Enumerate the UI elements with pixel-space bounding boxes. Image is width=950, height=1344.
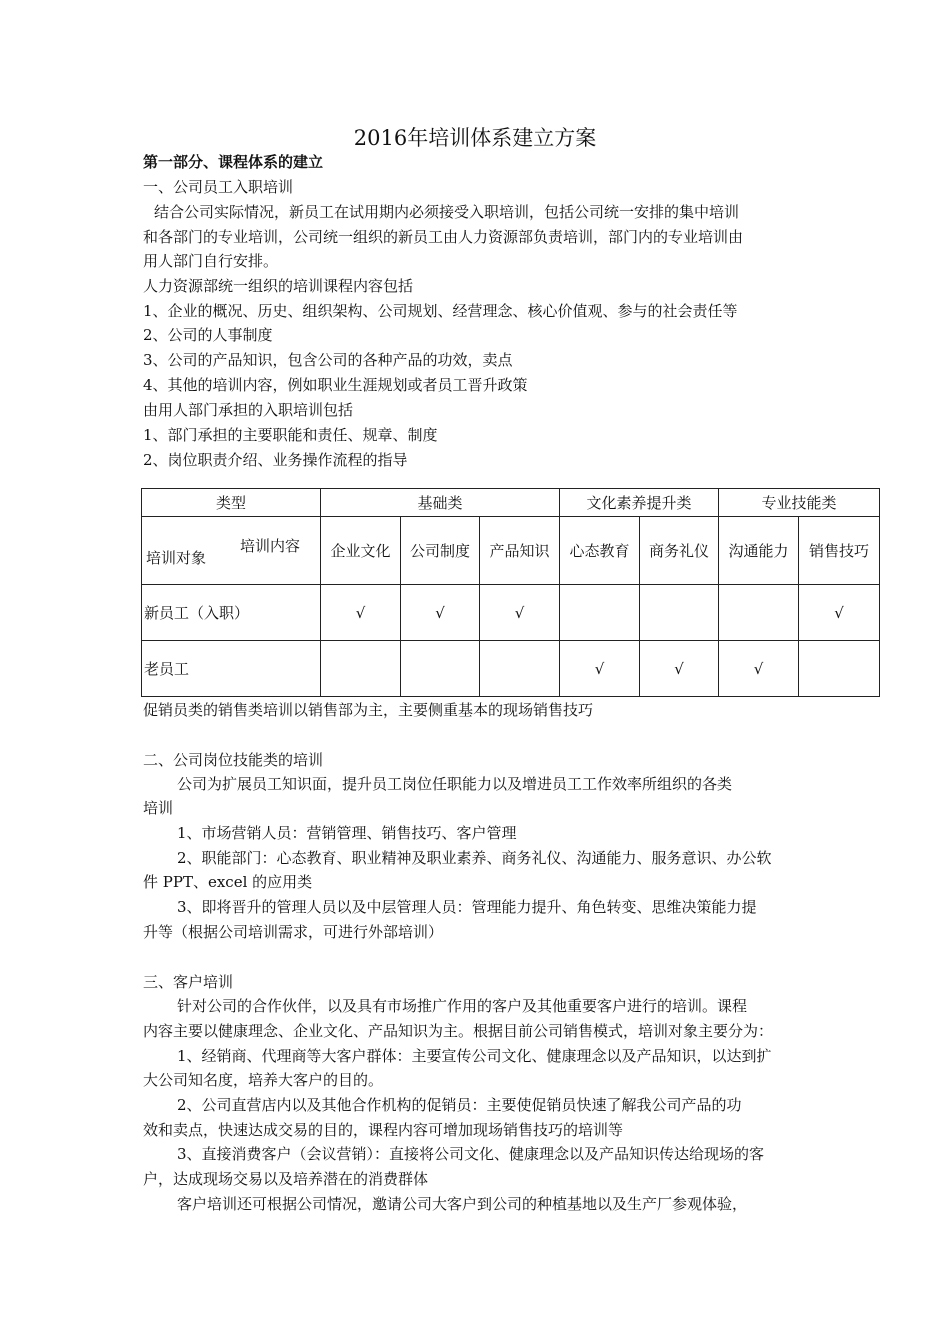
sec2-line: 3、即将晋升的管理人员以及中层管理人员：管理能力提升、角色转变、思维决策能力提 bbox=[177, 898, 757, 916]
row-label-cell: 新员工（入职） bbox=[142, 585, 321, 641]
table-row bbox=[142, 641, 880, 697]
part1-heading: 第一部分、课程体系的建立 bbox=[143, 153, 324, 171]
sec3-line: 大公司知名度，培养大客户的目的。 bbox=[143, 1071, 384, 1089]
hr-item: 4、其他的培训内容，例如职业生涯规划或者员工晋升政策 bbox=[143, 376, 528, 394]
table-subheader-row bbox=[142, 517, 880, 585]
table-note: 促销员类的销售类培训以销售部为主，主要侧重基本的现场销售技巧 bbox=[143, 701, 594, 719]
check-cell: √ bbox=[560, 641, 640, 697]
sec3-line: 3、直接消费客户（会议营销）：直接将公司文化、健康理念以及产品知识传达给现场的客 bbox=[177, 1145, 765, 1163]
check-cell bbox=[799, 641, 880, 697]
column-header-cell: 沟通能力 bbox=[719, 517, 799, 585]
dept-item: 2、岗位职责介绍、业务操作流程的指导 bbox=[143, 451, 408, 469]
check-cell bbox=[321, 641, 401, 697]
sec2-heading: 二、公司岗位技能类的培训 bbox=[143, 751, 324, 769]
check-cell bbox=[560, 585, 640, 641]
sec1-heading: 一、公司员工入职培训 bbox=[143, 178, 294, 196]
check-cell: √ bbox=[799, 585, 880, 641]
diagonal-header-top: 培训内容 bbox=[239, 537, 300, 555]
group-header-cell: 专业技能类 bbox=[719, 489, 880, 517]
type-header-cell: 类型 bbox=[142, 489, 321, 517]
check-cell bbox=[640, 585, 719, 641]
document-title: 2016年培训体系建立方案 bbox=[353, 126, 597, 150]
sec2-line: 2、职能部门：心态教育、职业精神及职业素养、商务礼仪、沟通能力、服务意识、办公软 bbox=[177, 849, 772, 867]
sec1-paragraph-line: 和各部门的专业培训，公司统一组织的新员工由人力资源部负责培训，部门内的专业培训由 bbox=[143, 228, 744, 246]
sec3-line: 内容主要以健康理念、企业文化、产品知识为主。根据目前公司销售模式，培训对象主要分为： bbox=[143, 1022, 774, 1040]
dept-intro: 由用人部门承担的入职培训包括 bbox=[143, 401, 354, 419]
check-cell bbox=[719, 585, 799, 641]
sec3-line: 2、公司直营店内以及其他合作机构的促销员：主要使促销员快速了解我公司产品的功 bbox=[177, 1096, 742, 1114]
sec3-line: 客户培训还可根据公司情况，邀请公司大客户到公司的种植基地以及生产厂参观体验， bbox=[177, 1195, 748, 1213]
check-cell: √ bbox=[401, 585, 480, 641]
hr-item: 2、公司的人事制度 bbox=[143, 326, 273, 344]
sec1-paragraph-line: 结合公司实际情况，新员工在试用期内必须接受入职培训，包括公司统一安排的集中培训 bbox=[154, 203, 740, 221]
table-header-row bbox=[142, 489, 880, 517]
training-matrix-table bbox=[141, 488, 880, 697]
sec2-line: 1、市场营销人员：营销管理、销售技巧、客户管理 bbox=[177, 824, 517, 842]
hr-item: 3、公司的产品知识，包含公司的各种产品的功效，卖点 bbox=[143, 351, 513, 369]
diagonal-header-bottom: 培训对象 bbox=[146, 549, 207, 567]
dept-item: 1、部门承担的主要职能和责任、规章、制度 bbox=[143, 426, 438, 444]
group-header-cell: 文化素养提升类 bbox=[560, 489, 719, 517]
sec3-line: 户，达成现场交易以及培养潜在的消费群体 bbox=[143, 1170, 429, 1188]
sec2-line: 件 PPT、excel 的应用类 bbox=[143, 873, 313, 891]
hr-item: 1、企业的概况、历史、组织架构、公司规划、经营理念、核心价值观、参与的社会责任等 bbox=[143, 302, 738, 320]
sec3-line: 1、经销商、代理商等大客户群体：主要宣传公司文化、健康理念以及产品知识，以达到扩 bbox=[177, 1047, 772, 1065]
hr-intro: 人力资源部统一组织的培训课程内容包括 bbox=[143, 277, 414, 295]
sec3-heading: 三、客户培训 bbox=[143, 973, 234, 991]
column-header-cell: 销售技巧 bbox=[799, 517, 880, 585]
row-label-cell: 老员工 bbox=[142, 641, 321, 697]
group-header-cell: 基础类 bbox=[321, 489, 560, 517]
column-header-cell: 心态教育 bbox=[560, 517, 640, 585]
check-cell: √ bbox=[640, 641, 719, 697]
sec1-paragraph-line: 用人部门自行安排。 bbox=[143, 252, 279, 270]
sec2-line: 培训 bbox=[143, 799, 174, 817]
check-cell: √ bbox=[480, 585, 560, 641]
sec2-line: 升等（根据公司培训需求，可进行外部培训） bbox=[143, 923, 444, 941]
diagonal-header-cell bbox=[142, 517, 321, 585]
check-cell: √ bbox=[719, 641, 799, 697]
check-cell bbox=[480, 641, 560, 697]
check-cell bbox=[401, 641, 480, 697]
column-header-cell: 企业文化 bbox=[321, 517, 401, 585]
sec3-line: 效和卖点，快速达成交易的目的，课程内容可增加现场销售技巧的培训等 bbox=[143, 1121, 624, 1139]
sec3-line: 针对公司的合作伙伴，以及具有市场推广作用的客户及其他重要客户进行的培训。课程 bbox=[177, 997, 748, 1015]
column-header-cell: 产品知识 bbox=[480, 517, 560, 585]
table-row bbox=[142, 585, 880, 641]
column-header-cell: 商务礼仪 bbox=[640, 517, 719, 585]
sec2-line: 公司为扩展员工知识面，提升员工岗位任职能力以及增进员工工作效率所组织的各类 bbox=[177, 775, 733, 793]
check-cell: √ bbox=[321, 585, 401, 641]
column-header-cell: 公司制度 bbox=[401, 517, 480, 585]
